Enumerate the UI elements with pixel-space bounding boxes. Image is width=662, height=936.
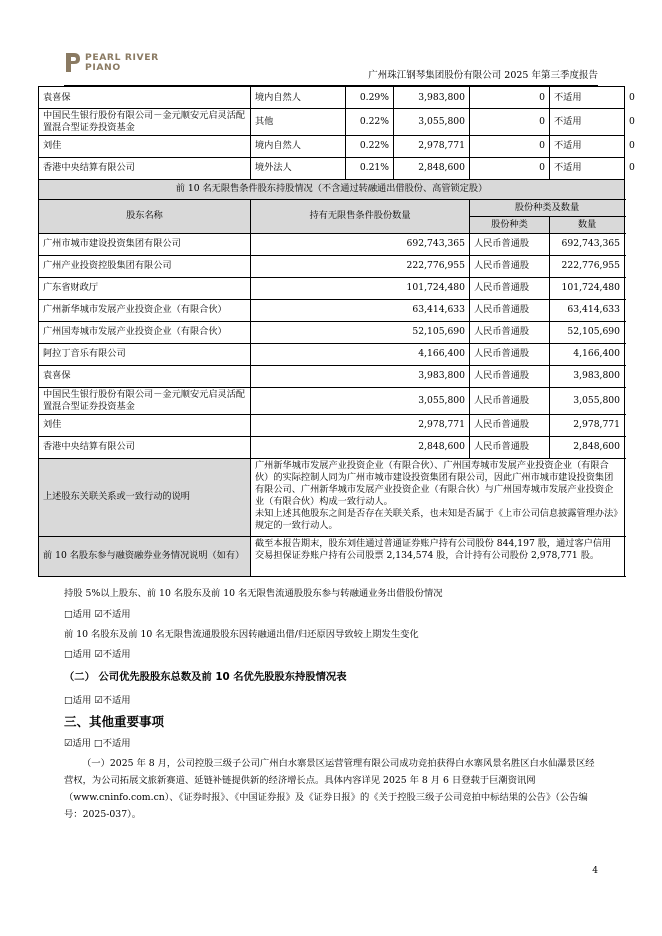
col-header-type-group: 股份种类及数量: [470, 199, 625, 216]
shareholder-name: 袁喜保: [39, 87, 251, 109]
unrestricted-row: [39, 233, 625, 255]
unrestricted-shares: 3,983,800: [251, 365, 470, 387]
unrestricted-shares: 63,414,633: [251, 299, 470, 321]
note-change: 前 10 名股东及前 10 名无限售流通股股东因转融通出借/归还原因导致较上期发生变化: [64, 629, 419, 640]
pledge-status: 不适用: [550, 109, 625, 136]
relation-row: [39, 458, 625, 536]
top-shareholder-row: 刘佳 境内自然人 0.22% 2,978,771 0 不适用 0: [39, 135, 625, 157]
shareholder-nature: 境外法人: [251, 157, 346, 179]
top-shareholder-row: 中国民生银行股份有限公司－金元顺安元启灵活配置混合型证券投资基金 其他 0.22% 3,055,800 0 不适用 0: [39, 109, 625, 136]
unrestricted-name: 刘佳: [39, 414, 251, 436]
unrestricted-shares: 4,166,400: [251, 343, 470, 365]
shareholder-name: 香港中央结算有限公司: [39, 157, 251, 179]
restricted-shares: 0: [470, 135, 550, 157]
share-qty: 63,414,633: [550, 299, 625, 321]
shareholding-pct: 0.22%: [346, 135, 394, 157]
unrestricted-shares: 3,055,800: [251, 387, 470, 414]
share-type: 人民币普通股: [470, 299, 550, 321]
shareholding-pct: 0.21%: [346, 157, 394, 179]
unrestricted-shares: 222,776,955: [251, 255, 470, 277]
share-type: 人民币普通股: [470, 233, 550, 255]
share-qty: 222,776,955: [550, 255, 625, 277]
unrestricted-name: 广州市城市建设投资集团有限公司: [39, 233, 251, 255]
relation-label: 上述股东关联关系或一致行动的说明: [39, 458, 251, 536]
section-other-paragraph: （一）2025 年 8 月，公司控股三级子公司广州白水寨景区运营管理有限公司成功竞拍获得白水寨风景名胜区白水仙瀑景区经营权，为公司拓展文旅新赛道、延链补链提供新的经济增长点。具体内容详见 2025 年 8 月 6 日登载于巨潮资讯网（www.cninfo.com.cn）、《证券时报》、《中国证券报》及《证券日报》的《关于控股三级子公司竞拍中标结果的公告》（公告编号：2025-037）。: [64, 758, 595, 820]
unrestricted-name: 阿拉丁音乐有限公司: [39, 343, 251, 365]
share-type: 人民币普通股: [470, 436, 550, 458]
unrestricted-row: [39, 321, 625, 343]
top-shareholder-row: 袁喜保 境内自然人 0.29% 3,983,800 0 不适用 0: [39, 87, 625, 109]
share-qty: 2,848,600: [550, 436, 625, 458]
note-lending: 持股 5%以上股东、前 10 名股东及前 10 名无限售流通股股东参与转融通业务出借股份情况: [64, 588, 443, 599]
logo-line-2: PIANO: [85, 62, 121, 73]
unrestricted-shares: 2,978,771: [251, 414, 470, 436]
share-type: 人民币普通股: [470, 387, 550, 414]
restricted-shares: 0: [470, 87, 550, 109]
shareholder-name: 中国民生银行股份有限公司－金元顺安元启灵活配置混合型证券投资基金: [39, 109, 251, 136]
restricted-shares: 0: [470, 109, 550, 136]
unrestricted-name: 广东省财政厅: [39, 277, 251, 299]
share-type: 人民币普通股: [470, 414, 550, 436]
unrestricted-name: 广州国寿城市发展产业投资企业（有限合伙）: [39, 321, 251, 343]
restricted-shares: 0: [470, 157, 550, 179]
share-qty: 692,743,365: [550, 233, 625, 255]
share-qty: 2,978,771: [550, 414, 625, 436]
unrestricted-name: 香港中央结算有限公司: [39, 436, 251, 458]
unrestricted-row: [39, 414, 625, 436]
shareholders-table: [38, 86, 635, 577]
shareholding-pct: 0.22%: [346, 109, 394, 136]
shareholding-pct: 0.29%: [346, 87, 394, 109]
shareholder-nature: 境内自然人: [251, 87, 346, 109]
company-logo: [64, 52, 184, 74]
unrestricted-section-row: [39, 179, 625, 199]
section-preferred-options: □适用 ☑不适用: [64, 695, 131, 706]
unrestricted-row: [39, 255, 625, 277]
unrestricted-section-title: 前 10 名无限售条件股东持股情况（不含通过转融通出借股份、高管锁定股）: [39, 179, 625, 199]
unrestricted-shares: 101,724,480: [251, 277, 470, 299]
pledge-status: 不适用: [550, 135, 625, 157]
unrestricted-name: 袁喜保: [39, 365, 251, 387]
share-type: 人民币普通股: [470, 255, 550, 277]
share-type: 人民币普通股: [470, 277, 550, 299]
share-qty: 3,055,800: [550, 387, 625, 414]
unrestricted-row: [39, 387, 625, 414]
section-other-title: 三、其他重要事项: [64, 714, 165, 729]
share-qty: 3,983,800: [550, 365, 625, 387]
unrestricted-name: 广州新华城市发展产业投资企业（有限合伙）: [39, 299, 251, 321]
unrestricted-row: [39, 343, 625, 365]
shares-held: 3,983,800: [394, 87, 470, 109]
share-qty: 4,166,400: [550, 343, 625, 365]
col-header-name: 股东名称: [39, 199, 251, 233]
pearl-river-logo-icon: [64, 52, 81, 73]
unrestricted-name: 广州产业投资控股集团有限公司: [39, 255, 251, 277]
pledge-status: 不适用: [550, 87, 625, 109]
report-header-title: 广州珠江钢琴集团股份有限公司 2025 年第三季度报告: [368, 70, 598, 81]
share-qty: 101,724,480: [550, 277, 625, 299]
relation-text: 广州新华城市发展产业投资企业（有限合伙）、广州国寿城市发展产业投资企业（有限合伙）的实际控制人同为广州市城市建设投资集团有限公司，因此广州市城市建设投资集团有限公司、广州新华城市发展产业投资企业（有限合伙）与广州国寿城市发展产业投资企业（有限合伙）构成一致行动人。 未知上述其他股东之间是否存在关联关系，也未知是否属于《上市公司信息披露管理办法》规定的一致行动人。: [251, 458, 625, 536]
page-number: 4: [592, 866, 598, 877]
unrestricted-row: [39, 436, 625, 458]
unrestricted-row: [39, 277, 625, 299]
margin-text: 截至本报告期末，股东刘佳通过普通证券账户持有公司股份 844,197 股，通过客户信用交易担保证券账户持有公司股票 2,134,574 股，合计持有公司股份 2,978,771 股。: [251, 536, 625, 576]
shareholder-nature: 境内自然人: [251, 135, 346, 157]
unrestricted-shares: 52,105,690: [251, 321, 470, 343]
section-other-options: ☑适用 □不适用: [64, 738, 131, 749]
logo-line-1: PEARL RIVER: [85, 52, 159, 63]
shareholder-name: 刘佳: [39, 135, 251, 157]
share-type: 人民币普通股: [470, 343, 550, 365]
col-header-shares: 持有无限售条件股份数量: [251, 199, 470, 233]
share-qty: 52,105,690: [550, 321, 625, 343]
shareholder-nature: 其他: [251, 109, 346, 136]
unrestricted-header-row: [39, 199, 625, 216]
unrestricted-shares: 2,848,600: [251, 436, 470, 458]
unrestricted-row: [39, 365, 625, 387]
margin-row: [39, 536, 625, 576]
shares-held: 2,848,600: [394, 157, 470, 179]
unrestricted-name: 中国民生银行股份有限公司－金元顺安元启灵活配置混合型证券投资基金: [39, 387, 251, 414]
col-header-type: 股份种类: [470, 216, 550, 233]
share-type: 人民币普通股: [470, 321, 550, 343]
top-shareholder-row: 香港中央结算有限公司 境外法人 0.21% 2,848,600 0 不适用 0: [39, 157, 625, 179]
unrestricted-row: [39, 299, 625, 321]
shares-held: 2,978,771: [394, 135, 470, 157]
unrestricted-shares: 692,743,365: [251, 233, 470, 255]
share-type: 人民币普通股: [470, 365, 550, 387]
col-header-qty: 数量: [550, 216, 625, 233]
pledge-status: 不适用: [550, 157, 625, 179]
shares-held: 3,055,800: [394, 109, 470, 136]
note-change-options: □适用 ☑不适用: [64, 649, 131, 660]
section-preferred-title: （二） 公司优先股股东总数及前 10 名优先股股东持股情况表: [64, 671, 347, 683]
margin-label: 前 10 名股东参与融资融券业务情况说明（如有）: [39, 536, 251, 576]
note-lending-options: □适用 ☑不适用: [64, 609, 131, 620]
